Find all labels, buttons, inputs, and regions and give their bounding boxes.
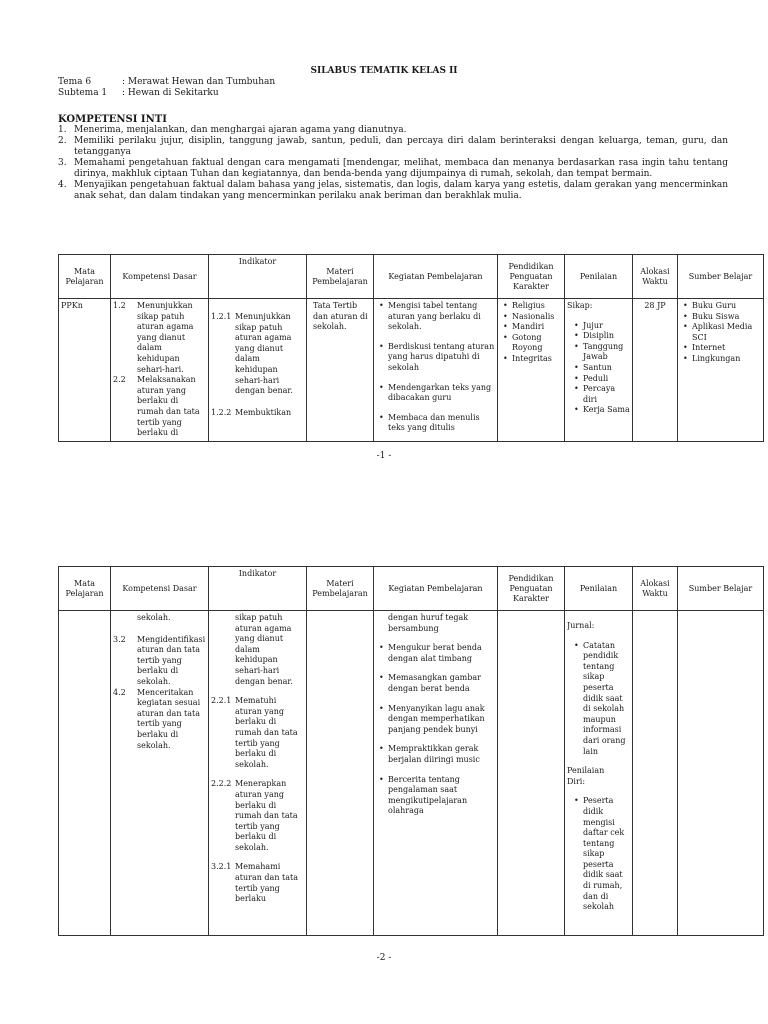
indikator-text: Memahami aturan dan tata tertib yang berlaku <box>235 862 298 904</box>
indikator-number: 2.2.2 <box>211 779 232 789</box>
ki-text: Memiliki perilaku jujur, disiplin, tanggung jawab, santun, peduli, dan percaya diri dalam berinteraksi dengan keluarga, teman, guru, dan tetangganya <box>74 136 728 157</box>
page-number-1: -1 - <box>376 451 392 461</box>
kd-item <box>113 375 206 439</box>
ki-text: Menerima, menjalankan, dan menghargai ajaran agama yang dianutnya. <box>74 125 407 135</box>
cell-penilaian <box>565 611 633 936</box>
penilaian-item: • Kerja Sama <box>583 405 630 416</box>
sumber-item: • Lingkungan <box>692 354 761 365</box>
sumber-list <box>680 301 761 365</box>
cell-penilaian <box>565 299 633 442</box>
penilaian-item: • Santun <box>583 363 630 374</box>
kd-item <box>113 635 206 688</box>
penilaian-item: • Disiplin <box>583 331 630 342</box>
subtema-value: : Hewan di Sekitarku <box>122 88 219 98</box>
indikator-text: Menunjukkan sikap patuh aturan agama yang dianut dalam kehidupan sehari-hari dengan benar. <box>235 312 293 396</box>
header-materi: Materi Pembelajaran <box>307 255 374 299</box>
sumber-item: • Internet <box>692 343 761 354</box>
header-mata-pelajaran: Mata Pelajaran <box>59 255 111 299</box>
cell-indikator <box>209 299 307 442</box>
ki-item <box>58 158 728 180</box>
kegiatan-item: • Menyanyikan lagu anak dengan memperhatikan panjang pendek bunyi <box>388 704 495 736</box>
kegiatan-list <box>376 301 495 434</box>
cell-sumber-belajar <box>678 611 764 936</box>
cell-materi <box>307 299 374 442</box>
header-kompetensi-dasar: Kompetensi Dasar <box>111 255 209 299</box>
ki-number: 2. <box>58 136 67 146</box>
table-row <box>59 299 764 442</box>
cell-kompetensi-dasar <box>111 611 209 936</box>
kd-number: 4.2 <box>113 687 126 697</box>
header-alokasi-waktu: Alokasi Waktu <box>633 255 678 299</box>
page-number-2: -2 - <box>376 953 392 963</box>
penilaian-item: • Tanggung Jawab <box>583 342 630 363</box>
kd-continuation: sekolah. <box>137 613 171 622</box>
tema-value: : Merawat Hewan dan Tumbuhan <box>122 77 276 87</box>
cell-mata-pelajaran <box>59 611 111 936</box>
ki-text: Menyajikan pengetahuan faktual dalam bahasa yang jelas, sistematis, dan logis, dalam karya yang estetis, dalam gerakan yang mencerminkan anak sehat, dan dalam tindakan yang mencerminkan perilaku anak beriman dan berakhlak mulia. <box>74 180 728 201</box>
indikator-item <box>211 696 304 770</box>
cell-kegiatan <box>374 611 498 936</box>
sumber-item: • Buku Guru <box>692 301 761 312</box>
table-header-row <box>59 567 764 611</box>
penilaian-item: • Percaya diri <box>583 384 630 405</box>
kegiatan-continuation: dengan huruf tegak bersambung <box>388 613 469 633</box>
header-penilaian: Penilaian <box>565 567 633 611</box>
ki-item <box>58 180 728 202</box>
kegiatan-item: • Berdiskusi tentang aturan yang harus dipatuhi di sekolah <box>388 342 495 374</box>
table-header-row <box>59 255 764 299</box>
karakter-item: • Integritas <box>512 354 562 365</box>
kd-text: Menceritakan kegiatan sesuai aturan dan tata tertib yang berlaku di sekolah. <box>137 687 201 750</box>
syllabus-table-page-1 <box>58 254 764 442</box>
penilaian-label: Sikap: <box>567 301 593 310</box>
ki-number: 3. <box>58 158 67 168</box>
kd-number: 2.2 <box>113 375 126 385</box>
header-kompetensi-dasar: Kompetensi Dasar <box>111 567 209 611</box>
sumber-item: • Aplikasi Media SCI <box>692 322 761 343</box>
ki-item <box>58 125 728 136</box>
tema-line <box>58 77 275 88</box>
kegiatan-item: • Bercerita tentang pengalaman saat mengikutipelajaran olahraga <box>388 775 495 817</box>
kd-text: Mengidentifikasi aturan dan tata tertib yang berlaku di sekolah. <box>137 634 206 686</box>
mata-pelajaran-value: PPKn <box>61 301 83 310</box>
karakter-item: • Nasionalis <box>512 312 562 323</box>
cell-mata-pelajaran <box>59 299 111 442</box>
alokasi-value: 28 JP <box>644 301 666 310</box>
syllabus-table-page-2 <box>58 566 764 936</box>
cell-indikator <box>209 611 307 936</box>
penilaian-item: • Jujur <box>583 321 630 332</box>
kegiatan-item: • Memasangkan gambar dengan berat benda <box>388 673 495 694</box>
penilaian-diri-label: Penilaian Diri: <box>567 766 605 786</box>
kd-number: 3.2 <box>113 634 126 644</box>
karakter-item: • Gotong Royong <box>512 333 562 354</box>
header-pendidikan-karakter: Pendidikan Penguatan Karakter <box>498 567 565 611</box>
cell-sumber-belajar <box>678 299 764 442</box>
indikator-continuation: sikap patuh aturan agama yang dianut dalam kehidupan sehari-hari dengan benar. <box>235 613 293 686</box>
kegiatan-item: • Mengisi tabel tentang aturan yang berlaku di sekolah. <box>388 301 495 333</box>
kd-text: Menunjukkan sikap patuh aturan agama yang dianut dalam kehidupan sehari-hari. <box>137 301 194 374</box>
subtema-line <box>58 88 219 99</box>
header-penilaian: Penilaian <box>565 255 633 299</box>
indikator-item <box>211 779 304 853</box>
document-title: SILABUS TEMATIK KELAS II <box>310 66 458 76</box>
ki-number: 1. <box>58 125 67 135</box>
ki-number: 4. <box>58 180 67 190</box>
kegiatan-list <box>376 643 495 817</box>
penilaian-diri-list <box>567 796 630 913</box>
kd-text: Melaksanakan aturan yang berlaku di rumah dan tata tertib yang berlaku di <box>137 375 200 438</box>
kompetensi-inti-list <box>58 125 728 202</box>
penilaian-list <box>567 321 630 416</box>
penilaian-item: • Peduli <box>583 374 630 385</box>
cell-kegiatan <box>374 299 498 442</box>
jurnal-label: Jurnal: <box>567 621 595 630</box>
penilaian-diri-item: • Peserta didik mengisi daftar cek tentang sikap peserta didik saat di rumah, dan di sekolah <box>583 796 630 913</box>
ki-text: Memahami pengetahuan faktual dengan cara mengamati [mendengar, melihat, membaca dan menanya berdasarkan rasa ingin tahu tentang dirinya, makhluk ciptaan Tuhan dan kegiatannya, dan benda-benda yang dijumpainya di rumah, sekolah, dan tempat bermain. <box>74 158 728 179</box>
cell-alokasi-waktu <box>633 611 678 936</box>
ki-item <box>58 136 728 158</box>
indikator-text: Mematuhi aturan yang berlaku di rumah dan tata tertib yang berlaku di sekolah. <box>235 696 298 769</box>
header-kegiatan: Kegiatan Pembelajaran <box>374 255 498 299</box>
kegiatan-item: • Membaca dan menulis teks yang ditulis <box>388 413 495 434</box>
indikator-item <box>211 408 304 419</box>
header-kegiatan: Kegiatan Pembelajaran <box>374 567 498 611</box>
cell-pendidikan-karakter <box>498 611 565 936</box>
header-indikator: Indikator <box>209 567 307 611</box>
indikator-number: 1.2.2 <box>211 407 232 417</box>
header-sumber-belajar: Sumber Belajar <box>678 255 764 299</box>
header-materi: Materi Pembelajaran <box>307 567 374 611</box>
indikator-number: 1.2.1 <box>211 312 232 321</box>
kd-item <box>113 688 206 752</box>
indikator-text: Membuktikan <box>235 407 292 417</box>
indikator-text: Menerapkan aturan yang berlaku di rumah dan tata tertib yang berlaku di sekolah. <box>235 779 298 852</box>
karakter-item: • Mandiri <box>512 322 562 333</box>
indikator-number: 2.2.1 <box>211 696 232 706</box>
kompetensi-inti-heading: KOMPETENSI INTI <box>58 114 167 125</box>
tema-label: Tema 6 <box>58 77 92 87</box>
karakter-item: • Religius <box>512 301 562 312</box>
header-pendidikan-karakter: Pendidikan Penguatan Karakter <box>498 255 565 299</box>
kd-item <box>113 301 206 375</box>
jurnal-list <box>567 641 630 758</box>
table-row <box>59 611 764 936</box>
sumber-item: • Buku Siswa <box>692 312 761 323</box>
cell-kompetensi-dasar <box>111 299 209 442</box>
indikator-number: 3.2.1 <box>211 862 232 872</box>
header-mata-pelajaran: Mata Pelajaran <box>59 567 111 611</box>
jurnal-item: • Catatan pendidik tentang sikap peserta didik saat di sekolah maupun informasi dari orang lain <box>583 641 630 758</box>
kegiatan-item: • Mendengarkan teks yang dibacakan guru <box>388 383 495 404</box>
cell-alokasi-waktu <box>633 299 678 442</box>
kd-number: 1.2 <box>113 301 126 310</box>
kegiatan-item: • Mengukur berat benda dengan alat timbang <box>388 643 495 664</box>
cell-materi <box>307 611 374 936</box>
karakter-list <box>500 301 562 365</box>
cell-pendidikan-karakter <box>498 299 565 442</box>
subtema-label: Subtema 1 <box>58 88 108 98</box>
header-alokasi-waktu: Alokasi Waktu <box>633 567 678 611</box>
kegiatan-item: • Mempraktikkan gerak berjalan diiringi music <box>388 744 495 765</box>
header-indikator: Indikator <box>209 255 307 299</box>
header-sumber-belajar: Sumber Belajar <box>678 567 764 611</box>
indikator-item <box>211 312 304 397</box>
materi-value: Tata Tertib dan aturan di sekolah. <box>313 301 368 332</box>
indikator-item <box>211 862 304 904</box>
